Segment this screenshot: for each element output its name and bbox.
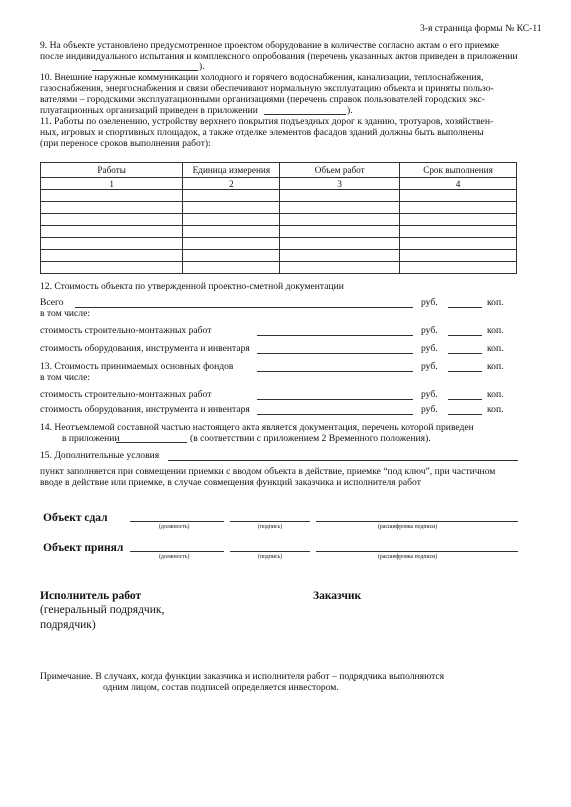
- col-header-deadline: Срок выполнения: [400, 163, 517, 178]
- item14-line2-start: в приложении: [62, 433, 120, 444]
- item10-blank: [264, 114, 346, 115]
- item13-construction-rub-field[interactable]: [257, 399, 413, 400]
- table-row: [41, 226, 517, 238]
- item13-including: в том числе:: [40, 372, 91, 383]
- table-row: [41, 238, 517, 250]
- item13-total-rub-field[interactable]: [257, 371, 413, 372]
- item13-equipment-rub: руб.: [421, 404, 438, 415]
- col-header-volume: Объем работ: [280, 163, 400, 178]
- item11-line3: (при переносе сроков выполнения работ):: [40, 138, 211, 149]
- caption-position: (должность): [159, 524, 190, 530]
- item13-equipment-kop-field[interactable]: [448, 414, 482, 415]
- item12-equipment-kop-field[interactable]: [448, 353, 482, 354]
- caption-decoding: (расшифровка подписи): [378, 554, 438, 560]
- item12-construction-kop: коп.: [487, 325, 504, 336]
- item12-title: 12. Стоимость объекта по утвержденной проектно-сметной документации: [40, 281, 344, 292]
- caption-signature: (подпись): [258, 524, 283, 530]
- item12-construction-rub: руб.: [421, 325, 438, 336]
- caption-position: (должность): [159, 554, 190, 560]
- accepted-position-field[interactable]: [130, 551, 224, 552]
- item12-construction-label: стоимость строительно-монтажных работ: [40, 325, 212, 336]
- table-row: [41, 190, 517, 202]
- contractor-line3: подрядчик): [40, 619, 96, 631]
- item12-equipment-rub-field[interactable]: [257, 353, 413, 354]
- item9-end: ).: [199, 61, 205, 72]
- caption-decoding: (расшифровка подписи): [378, 524, 438, 530]
- item9-line1: 9. На объекте установлено предусмотренное проектом оборудование в количестве согласно актам о его приемке: [40, 40, 499, 51]
- col-header-works: Работы: [41, 163, 183, 178]
- contractor-line2: (генеральный подрядчик,: [40, 604, 165, 616]
- item12-total-rub-field[interactable]: [75, 307, 413, 308]
- col-number-4: 4: [400, 178, 517, 190]
- handed-over-signature-field[interactable]: [230, 521, 310, 522]
- customer-title: Заказчик: [313, 590, 362, 602]
- table-row: [41, 250, 517, 262]
- col-number-2: 2: [183, 178, 280, 190]
- item10-line4: плуатационных организаций приведен в приложении: [40, 105, 258, 116]
- item12-total-kop: коп.: [487, 297, 504, 308]
- item12-equipment-label: стоимость оборудования, инструмента и инвентаря: [40, 343, 250, 354]
- note-line2: одним лицом, состав подписей определяется инвестором.: [103, 682, 339, 693]
- item15-line2: вводе в действие или приемке, в случае совмещения функций заказчика и исполнителя работ: [40, 477, 421, 488]
- accepted-decoding-field[interactable]: [316, 551, 518, 552]
- item9-line2: после индивидуального испытания и комплексного опробования (перечень указанных актов приведен в приложении: [40, 51, 518, 62]
- accepted-label: Объект принял: [43, 542, 124, 554]
- table-row: [41, 202, 517, 214]
- handed-over-position-field[interactable]: [130, 521, 224, 522]
- item12-total-kop-field[interactable]: [448, 307, 482, 308]
- col-number-1: 1: [41, 178, 183, 190]
- item15-conditions-field[interactable]: [168, 460, 518, 461]
- item14-appendix-field[interactable]: [116, 442, 187, 443]
- item13-equipment-label: стоимость оборудования, инструмента и инвентаря: [40, 404, 250, 415]
- handed-over-decoding-field[interactable]: [316, 521, 518, 522]
- item10-line1: 10. Внешние наружные коммуникации холодного и горячего водоснабжения, канализации, теплоснабжения,: [40, 72, 484, 83]
- note-line1: Примечание. В случаях, когда функции заказчика и исполнителя работ – подрядчика выполняются: [40, 671, 445, 682]
- item12-total-label: Всего: [40, 297, 64, 308]
- item10-end: ).: [347, 105, 353, 116]
- item13-equipment-kop: коп.: [487, 404, 504, 415]
- item12-construction-kop-field[interactable]: [448, 335, 482, 336]
- table-row: [41, 262, 517, 274]
- accepted-signature-field[interactable]: [230, 551, 310, 552]
- table-row: [41, 214, 517, 226]
- handed-over-label: Объект сдал: [43, 512, 108, 524]
- contractor-title: Исполнитель работ: [40, 590, 142, 602]
- item12-equipment-kop: коп.: [487, 343, 504, 354]
- caption-signature: (подпись): [258, 554, 283, 560]
- item15-title: 15. Дополнительные условия: [40, 450, 160, 461]
- form-page-header: 3-я страница формы № КС-11: [420, 23, 542, 34]
- item13-total-kop-field[interactable]: [448, 371, 482, 372]
- item10-line3: вателями – городскими эксплуатационными организациями (перечень справок пользователей городских экс-: [40, 94, 485, 105]
- item12-including: в том числе:: [40, 308, 91, 319]
- item14-line2-end: (в соответствии с приложением 2 Временного положения).: [190, 433, 431, 444]
- works-table: [40, 162, 517, 274]
- item14-line1: 14. Неотъемлемой составной частью настоящего акта является документация, перечень которой приведен: [40, 422, 474, 433]
- col-number-3: 3: [280, 178, 400, 190]
- item13-construction-label: стоимость строительно-монтажных работ: [40, 389, 212, 400]
- item9-blank: [92, 70, 198, 71]
- item12-construction-rub-field[interactable]: [257, 335, 413, 336]
- item11-line1: 11. Работы по озеленению, устройству верхнего покрытия подъездных дорог к зданию, тротуаров, хозяйствен-: [40, 116, 494, 127]
- item13-total-rub: руб.: [421, 361, 438, 372]
- item13-construction-kop: коп.: [487, 389, 504, 400]
- item13-title: 13. Стоимость принимаемых основных фондов: [40, 361, 234, 372]
- item13-construction-rub: руб.: [421, 389, 438, 400]
- item13-construction-kop-field[interactable]: [448, 399, 482, 400]
- item13-equipment-rub-field[interactable]: [257, 414, 413, 415]
- item10-line2: газоснабжения, энергоснабжения и связи обеспечивают нормальную эксплуатацию объекта и приняты пользо-: [40, 83, 494, 94]
- col-header-unit: Единица измерения: [183, 163, 280, 178]
- item15-line1: пункт заполняется при совмещении приемки с вводом объекта в действие, приемке “под ключ”, при частичном: [40, 466, 496, 477]
- item13-total-kop: коп.: [487, 361, 504, 372]
- item12-equipment-rub: руб.: [421, 343, 438, 354]
- item11-line2: ных, игровых и спортивных площадок, а также отделке элементов фасадов зданий должны быть выполнены: [40, 127, 484, 138]
- item12-total-rub: руб.: [421, 297, 438, 308]
